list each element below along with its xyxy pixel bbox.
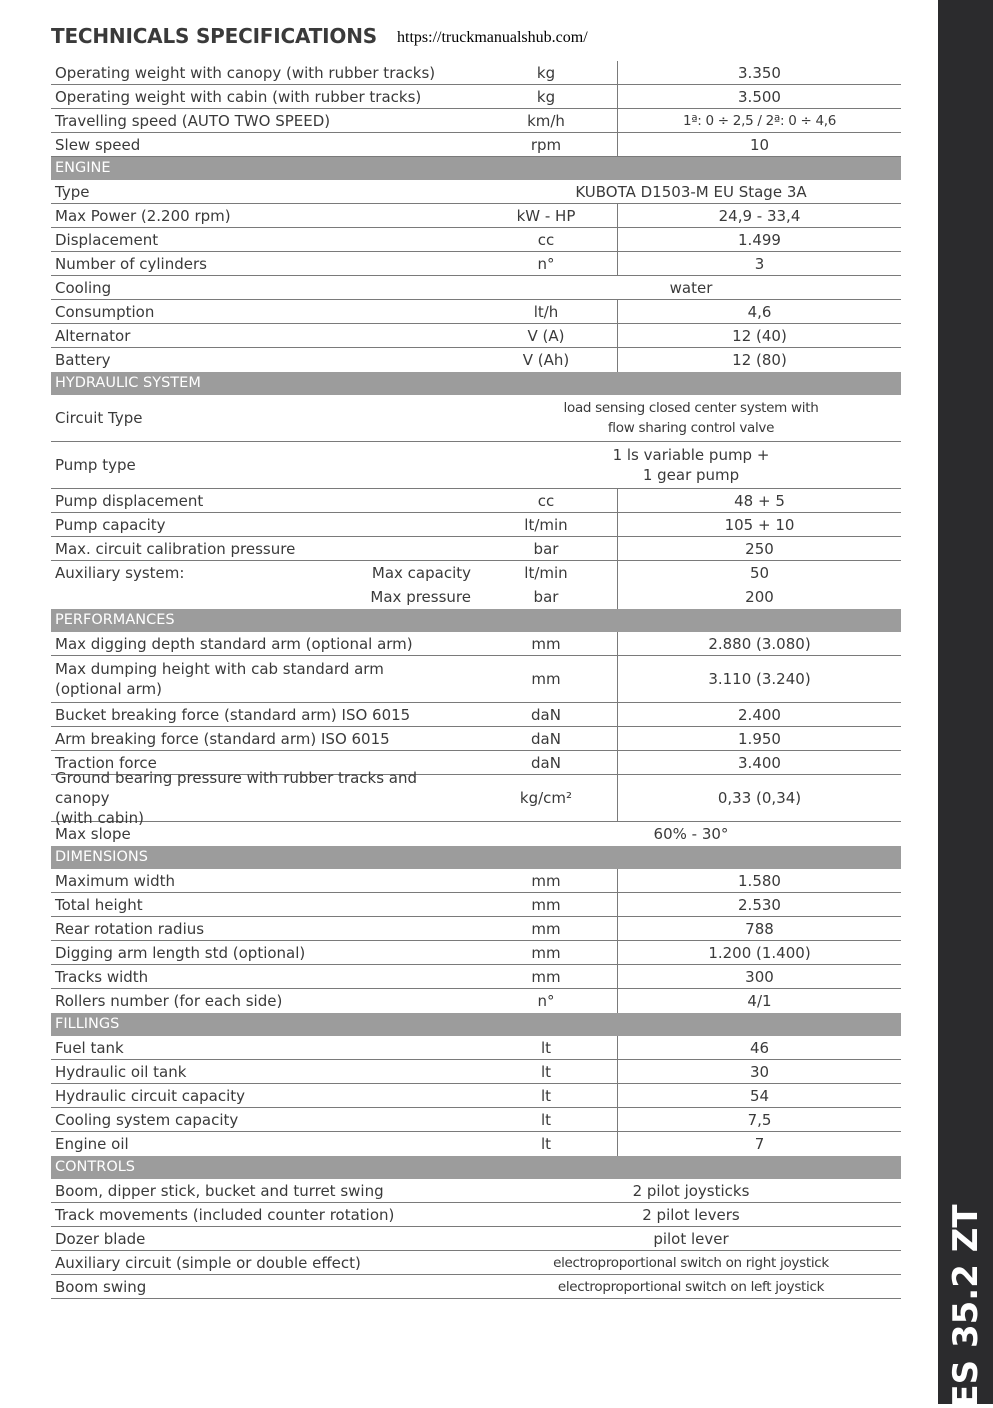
- section-header-controls: [51, 1156, 901, 1179]
- spec-value: 1.200 (1.400): [617, 941, 901, 964]
- spec-value: electroproportional switch on right joystick: [553, 1254, 829, 1271]
- spec-label: Traction force: [55, 753, 157, 772]
- spec-value: 48 + 5: [617, 489, 901, 512]
- spec-label: Circuit Type: [55, 409, 143, 427]
- spec-value: 30: [617, 1060, 901, 1083]
- spec-row: [51, 727, 901, 751]
- spec-value: load sensing closed center system with flow sharing control valve: [563, 400, 819, 436]
- spec-label: Max. circuit calibration pressure: [55, 539, 296, 558]
- spec-label: Slew speed: [55, 135, 141, 154]
- section-header-engine: [51, 157, 901, 180]
- spec-unit: lt/min: [524, 564, 568, 582]
- spec-value: 3.110 (3.240): [617, 656, 901, 702]
- spec-unit: lt/min: [524, 515, 568, 534]
- spec-row: [51, 228, 901, 252]
- sidebar: [938, 0, 993, 1404]
- spec-row: [51, 324, 901, 348]
- spec-label: Operating weight with cabin (with rubber tracks): [55, 87, 422, 106]
- spec-value: 10: [617, 133, 901, 156]
- spec-value: 3.350: [617, 61, 901, 84]
- spec-row: [51, 1179, 901, 1203]
- spec-label: Cooling system capacity: [55, 1110, 239, 1129]
- spec-row: [51, 656, 901, 703]
- spec-row: [51, 300, 901, 324]
- section-title: CONTROLS: [55, 1159, 136, 1175]
- spec-label: Max dumping height with cab standard arm (optional arm): [55, 660, 384, 698]
- spec-unit: V (Ah): [522, 351, 570, 369]
- spec-unit: lt/h: [533, 302, 559, 321]
- spec-value: 1ª: 0 ÷ 2,5 / 2ª: 0 ÷ 4,6: [617, 109, 901, 132]
- spec-label: Hydraulic circuit capacity: [55, 1086, 246, 1105]
- spec-value: 4,6: [617, 300, 901, 323]
- spec-row: [51, 1132, 901, 1156]
- spec-label: Auxiliary circuit (simple or double effect): [55, 1253, 361, 1272]
- spec-value: 24,9 - 33,4: [617, 204, 901, 227]
- spec-label: Pump capacity: [55, 515, 166, 534]
- spec-row: [51, 109, 901, 133]
- spec-row: [51, 276, 901, 300]
- spec-unit: bar: [533, 588, 559, 606]
- spec-row: [51, 941, 901, 965]
- spec-unit: mm: [531, 871, 561, 890]
- spec-label: Track movements (included counter rotation): [55, 1205, 395, 1224]
- spec-value: 60% - 30°: [653, 825, 729, 843]
- spec-unit: mm: [531, 919, 561, 938]
- spec-unit: rpm: [530, 135, 562, 154]
- section-title: ENGINE: [55, 160, 111, 176]
- spec-unit: lt: [540, 1135, 552, 1153]
- spec-value: 2.530: [617, 893, 901, 916]
- spec-value: 788: [617, 917, 901, 940]
- spec-unit: km/h: [527, 111, 565, 130]
- spec-value: 200: [617, 585, 901, 609]
- spec-label: Total height: [55, 895, 143, 914]
- spec-unit: V (A): [527, 326, 565, 345]
- spec-table: [51, 61, 901, 1299]
- spec-value: 250: [617, 537, 901, 560]
- spec-unit: n°: [537, 254, 555, 273]
- spec-value: 3: [617, 252, 901, 275]
- spec-label: Maximum width: [55, 871, 176, 890]
- spec-value: 1.950: [617, 727, 901, 750]
- spec-label: Dozer blade: [55, 1229, 146, 1248]
- spec-value: 46: [617, 1036, 901, 1059]
- spec-label: Tracks width: [55, 967, 149, 986]
- spec-value: 54: [617, 1084, 901, 1107]
- spec-unit: daN: [531, 729, 561, 748]
- spec-label: Pump type: [55, 456, 136, 474]
- spec-unit: kW - HP: [516, 206, 576, 225]
- spec-label: Ground bearing pressure with rubber tracks and canopy (with cabin): [55, 769, 418, 827]
- spec-label: Alternator: [55, 326, 131, 345]
- spec-value: 50: [617, 561, 901, 585]
- spec-row: [51, 1203, 901, 1227]
- spec-row: [51, 1084, 901, 1108]
- section-header-performances: [51, 609, 901, 632]
- spec-value: 4/1: [617, 989, 901, 1013]
- source-url[interactable]: https://truckmanualshub.com/: [397, 29, 588, 46]
- spec-value: 1.580: [617, 869, 901, 892]
- model-label: ES 35.2 ZT: [946, 1204, 986, 1408]
- spec-label: Rear rotation radius: [55, 919, 205, 938]
- spec-label: Battery: [55, 351, 111, 369]
- spec-label: Consumption: [55, 302, 155, 321]
- spec-value: 2 pilot levers: [642, 1205, 740, 1224]
- spec-label: Number of cylinders: [55, 254, 207, 273]
- spec-value: 2 pilot joysticks: [632, 1181, 750, 1200]
- spec-unit: lt: [540, 1086, 552, 1105]
- spec-row: [51, 537, 901, 561]
- spec-row: [51, 1108, 901, 1132]
- spec-label: Displacement: [55, 230, 159, 249]
- spec-value: 3.400: [617, 751, 901, 774]
- page-title: TECHNICALS SPECIFICATIONS: [51, 24, 377, 48]
- spec-row: [51, 585, 901, 609]
- spec-unit: n°: [537, 992, 555, 1010]
- spec-row: [51, 204, 901, 228]
- section-title: PERFORMANCES: [55, 612, 175, 628]
- spec-value: 3.500: [617, 85, 901, 108]
- spec-unit: daN: [531, 705, 561, 724]
- spec-sublabel: Max pressure: [370, 588, 471, 606]
- spec-label: Boom swing: [55, 1277, 147, 1296]
- spec-label: Boom, dipper stick, bucket and turret swing: [55, 1181, 384, 1200]
- spec-label: Digging arm length std (optional): [55, 943, 306, 962]
- spec-row: [51, 61, 901, 85]
- spec-row: [51, 1227, 901, 1251]
- spec-label: Max slope: [55, 825, 131, 843]
- spec-row: [51, 989, 901, 1013]
- spec-unit: kg/cm²: [519, 789, 573, 807]
- spec-label: Bucket breaking force (standard arm) ISO 6015: [55, 705, 411, 724]
- spec-row: [51, 252, 901, 276]
- spec-row: [51, 1275, 901, 1299]
- spec-label: Max Power (2.200 rpm): [55, 206, 231, 225]
- spec-value: 12 (80): [617, 348, 901, 372]
- spec-value: 300: [617, 965, 901, 988]
- section-title: HYDRAULIC SYSTEM: [55, 375, 201, 391]
- spec-label: Rollers number (for each side): [55, 992, 283, 1010]
- spec-value: 1.499: [617, 228, 901, 251]
- spec-unit: daN: [531, 753, 561, 772]
- spec-unit: kg: [536, 87, 556, 106]
- spec-label: Engine oil: [55, 1135, 129, 1153]
- spec-sublabel: Max capacity: [371, 564, 471, 582]
- spec-row: [51, 893, 901, 917]
- spec-value: 1 ls variable pump + 1 gear pump: [612, 446, 770, 484]
- spec-row: [51, 917, 901, 941]
- spec-row: [51, 348, 901, 372]
- spec-unit: lt: [540, 1038, 552, 1057]
- spec-label: Type: [55, 182, 90, 201]
- spec-row: [51, 869, 901, 893]
- spec-row: [51, 703, 901, 727]
- spec-row: [51, 85, 901, 109]
- spec-value: 2.880 (3.080): [617, 632, 901, 655]
- section-header-fillings: [51, 1013, 901, 1036]
- spec-unit: lt: [540, 1110, 552, 1129]
- section-title: FILLINGS: [55, 1016, 120, 1032]
- spec-unit: mm: [531, 634, 561, 653]
- spec-value: 7: [617, 1132, 901, 1156]
- spec-unit: mm: [531, 967, 561, 986]
- spec-row: [51, 561, 901, 585]
- spec-row: [51, 133, 901, 157]
- spec-row: [51, 965, 901, 989]
- spec-row: [51, 1251, 901, 1275]
- spec-unit: mm: [531, 943, 561, 962]
- spec-value: electroproportional switch on left joystick: [557, 1278, 825, 1295]
- spec-value: KUBOTA D1503-M EU Stage 3A: [575, 182, 807, 201]
- spec-unit: cc: [537, 491, 555, 510]
- spec-label: Operating weight with canopy (with rubber tracks): [55, 63, 436, 82]
- spec-row: [51, 822, 901, 846]
- spec-row: [51, 442, 901, 489]
- spec-row: [51, 769, 901, 827]
- spec-row: [51, 180, 901, 204]
- spec-label: Max digging depth standard arm (optional arm): [55, 634, 413, 653]
- spec-label: Pump displacement: [55, 491, 204, 510]
- spec-label: Travelling speed (AUTO TWO SPEED): [55, 111, 331, 130]
- spec-row: [51, 489, 901, 513]
- spec-value: 7,5: [617, 1108, 901, 1131]
- spec-label: Fuel tank: [55, 1038, 124, 1057]
- spec-value: 0,33 (0,34): [617, 775, 901, 821]
- spec-unit: cc: [537, 230, 555, 249]
- section-title: DIMENSIONS: [55, 849, 148, 865]
- section-header-dimensions: [51, 846, 901, 869]
- spec-unit: mm: [531, 670, 561, 688]
- spec-row: [51, 1036, 901, 1060]
- spec-row: [51, 395, 901, 442]
- section-header-hydraulic: [51, 372, 901, 395]
- spec-label: Hydraulic oil tank: [55, 1062, 187, 1081]
- spec-unit: mm: [531, 895, 561, 914]
- spec-value: pilot lever: [653, 1229, 729, 1248]
- spec-row: [51, 632, 901, 656]
- spec-label: Auxiliary system:: [55, 564, 185, 582]
- spec-value: 12 (40): [617, 324, 901, 347]
- spec-label: Cooling: [55, 278, 112, 297]
- spec-row: [51, 513, 901, 537]
- spec-value: water: [669, 278, 713, 297]
- spec-value: 2.400: [617, 703, 901, 726]
- spec-unit: bar: [533, 539, 559, 558]
- spec-unit: lt: [540, 1062, 552, 1081]
- spec-row: [51, 1060, 901, 1084]
- spec-value: 105 + 10: [617, 513, 901, 536]
- spec-label: Arm breaking force (standard arm) ISO 6015: [55, 729, 390, 748]
- spec-unit: kg: [536, 63, 556, 82]
